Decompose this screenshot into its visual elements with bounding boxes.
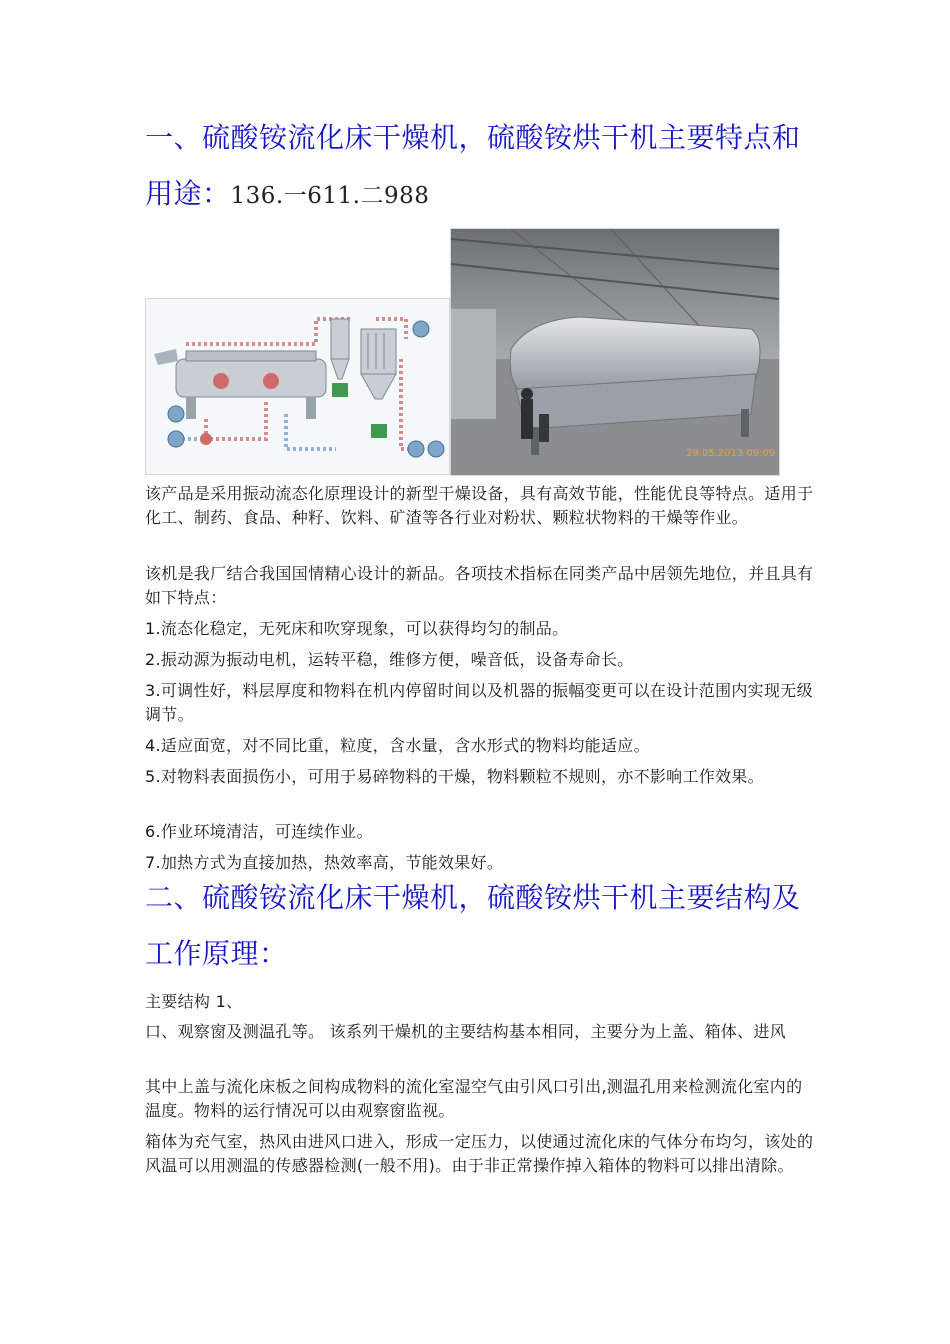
section-1-title: 一、硫酸铵流化床干燥机，硫酸铵烘干机主要特点和用途： [145,121,801,210]
feature-item-5: 5.对物料表面损伤小，可用于易碎物料的干燥，物料颗粒不规则，亦不影响工作效果。 [145,767,764,786]
equipment-photo [450,228,780,476]
intro-paragraph-2: 该机是我厂结合我国国情精心设计的新品。各项技术指标在同类产品中居领先地位，并且具有如下特点： [145,564,814,607]
structure-line-1: 主要结构 1、 [145,992,243,1011]
section-2-heading: 二、硫酸铵流化床干燥机，硫酸铵烘干机主要结构及工作原理： [145,881,801,970]
feature-item-7: 7.加热方式为直接加热，热效率高，节能效果好。 [145,853,504,872]
intro-paragraph-1: 该产品是采用振动流态化原理设计的新型干燥设备，具有高效节能，性能优良等特点。适用于化工、制药、食品、种籽、饮料、矿渣等各行业对粉状、颗粒状物料的干燥等作业。 [145,484,814,527]
photo-date-stamp: 29.05.2013 09:09 [686,448,776,459]
structure-line-2: 口、观察窗及测温孔等。 该系列干燥机的主要结构基本相同，主要分为上盖、箱体、进风 [145,1022,787,1041]
equipment-photo-graphic [451,229,779,475]
feature-item-1: 1.流态化稳定，无死床和吹穿现象，可以获得均匀的制品。 [145,619,569,638]
section-1-heading [145,110,815,224]
process-flow-diagram-graphic [146,299,449,474]
structure-line-4: 箱体为充气室，热风由进风口进入，形成一定压力，以使通过流化床的气体分布均匀，该处的风温可以用测温的传感器检测(一般不用)。由于非正常操作掉入箱体的物料可以排出清除。 [145,1132,814,1175]
feature-item-6: 6.作业环境清洁，可连续作业。 [145,822,373,841]
feature-item-3: 3.可调性好，料层厚度和物料在机内停留时间以及机器的振幅变更可以在设计范围内实现无级调节。 [145,681,813,724]
structure-line-3: 其中上盖与流化床板之间构成物料的流化室湿空气由引风口引出,测温孔用来检测流化室内的温度。物料的运行情况可以由观察窗监视。 [145,1077,803,1120]
process-flow-diagram [145,298,450,475]
phone-number: 136.一611.二988 [230,183,430,209]
feature-item-4: 4.适应面宽，对不同比重，粒度，含水量，含水形式的物料均能适应。 [145,736,650,755]
feature-item-2: 2.振动源为振动电机，运转平稳，维修方便，噪音低，设备寿命长。 [145,650,634,669]
